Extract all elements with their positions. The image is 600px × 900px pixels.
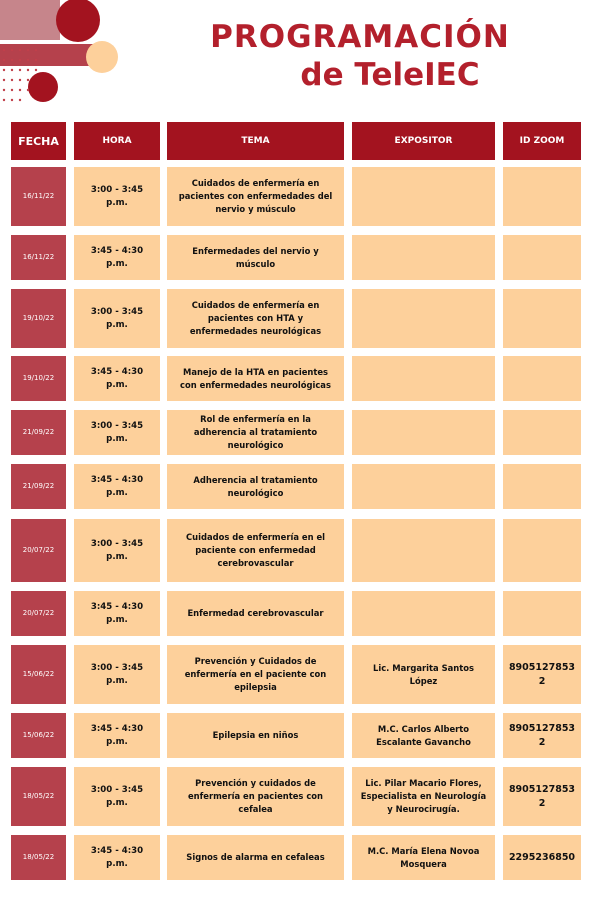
topic-cell: Cuidados de enfermería en pacientes con HTA y enfermedades neurológicas bbox=[167, 289, 344, 348]
date-cell: 18/05/22 bbox=[11, 835, 66, 880]
zoom-id-cell bbox=[503, 235, 581, 280]
speaker-cell bbox=[352, 410, 495, 455]
deco-red-circle-small bbox=[28, 72, 58, 102]
date-cell: 18/05/22 bbox=[11, 767, 66, 826]
time-cell: 3:45 - 4:30 p.m. bbox=[74, 835, 160, 880]
topic-cell: Manejo de la HTA en pacientes con enfermedades neurológicas bbox=[167, 356, 344, 401]
zoom-id-cell bbox=[503, 410, 581, 455]
topic-cell: Cuidados de enfermería en pacientes con enfermedades del nervio y músculo bbox=[167, 167, 344, 226]
header-expositor: EXPOSITOR bbox=[352, 122, 495, 160]
time-cell: 3:45 - 4:30 p.m. bbox=[74, 356, 160, 401]
time-cell: 3:00 - 3:45 p.m. bbox=[74, 289, 160, 348]
speaker-cell: Lic. Pilar Macario Flores, Especialista en Neurología y Neurocirugía. bbox=[352, 767, 495, 826]
time-cell: 3:00 - 3:45 p.m. bbox=[74, 645, 160, 704]
zoom-id-cell bbox=[503, 519, 581, 582]
zoom-id-cell bbox=[503, 591, 581, 636]
topic-cell: Enfermedades del nervio y músculo bbox=[167, 235, 344, 280]
speaker-cell bbox=[352, 289, 495, 348]
zoom-id-cell bbox=[503, 464, 581, 509]
speaker-cell bbox=[352, 235, 495, 280]
speaker-cell bbox=[352, 167, 495, 226]
zoom-id-cell: 2295236850 bbox=[503, 835, 581, 880]
topic-cell: Epilepsia en niños bbox=[167, 713, 344, 758]
time-cell: 3:45 - 4:30 p.m. bbox=[74, 713, 160, 758]
speaker-cell bbox=[352, 356, 495, 401]
date-cell: 15/06/22 bbox=[11, 645, 66, 704]
topic-cell: Enfermedad cerebrovascular bbox=[167, 591, 344, 636]
zoom-id-cell: 89051278532 bbox=[503, 645, 581, 704]
time-cell: 3:00 - 3:45 p.m. bbox=[74, 767, 160, 826]
header-hora: HORA bbox=[74, 122, 160, 160]
deco-peach-circle bbox=[86, 41, 118, 73]
header-fecha: FECHA bbox=[11, 122, 66, 160]
date-cell: 20/07/22 bbox=[11, 519, 66, 582]
zoom-id-cell: 89051278532 bbox=[503, 713, 581, 758]
time-cell: 3:00 - 3:45 p.m. bbox=[74, 167, 160, 226]
topic-cell: Signos de alarma en cefaleas bbox=[167, 835, 344, 880]
header-id-zoom: ID ZOOM bbox=[503, 122, 581, 160]
zoom-id-cell bbox=[503, 356, 581, 401]
speaker-cell: M.C. Carlos Alberto Escalante Gavancho bbox=[352, 713, 495, 758]
time-cell: 3:00 - 3:45 p.m. bbox=[74, 519, 160, 582]
speaker-cell bbox=[352, 591, 495, 636]
date-cell: 20/07/22 bbox=[11, 591, 66, 636]
date-cell: 19/10/22 bbox=[11, 289, 66, 348]
deco-pink-block bbox=[0, 0, 60, 40]
time-cell: 3:45 - 4:30 p.m. bbox=[74, 464, 160, 509]
zoom-id-cell bbox=[503, 167, 581, 226]
date-cell: 15/06/22 bbox=[11, 713, 66, 758]
date-cell: 21/09/22 bbox=[11, 464, 66, 509]
time-cell: 3:00 - 3:45 p.m. bbox=[74, 410, 160, 455]
title-line-2: de TeleIEC bbox=[300, 57, 480, 93]
topic-cell: Prevención y Cuidados de enfermería en el paciente con epilepsia bbox=[167, 645, 344, 704]
decorative-circles bbox=[0, 0, 130, 110]
topic-cell: Adherencia al tratamiento neurológico bbox=[167, 464, 344, 509]
topic-cell: Rol de enfermería en la adherencia al tratamiento neurológico bbox=[167, 410, 344, 455]
date-cell: 16/11/22 bbox=[11, 167, 66, 226]
time-cell: 3:45 - 4:30 p.m. bbox=[74, 235, 160, 280]
deco-red-circle-large bbox=[56, 0, 100, 42]
date-cell: 19/10/22 bbox=[11, 356, 66, 401]
zoom-id-cell bbox=[503, 289, 581, 348]
speaker-cell: Lic. Margarita Santos López bbox=[352, 645, 495, 704]
speaker-cell bbox=[352, 464, 495, 509]
speaker-cell bbox=[352, 519, 495, 582]
time-cell: 3:45 - 4:30 p.m. bbox=[74, 591, 160, 636]
date-cell: 16/11/22 bbox=[11, 235, 66, 280]
page-title bbox=[160, 18, 560, 94]
date-cell: 21/09/22 bbox=[11, 410, 66, 455]
title-line-1: PROGRAMACIÓN bbox=[210, 19, 510, 55]
topic-cell: Prevención y cuidados de enfermería en pacientes con cefalea bbox=[167, 767, 344, 826]
zoom-id-cell: 89051278532 bbox=[503, 767, 581, 826]
deco-red-bar bbox=[0, 44, 100, 66]
topic-cell: Cuidados de enfermería en el paciente con enfermedad cerebrovascular bbox=[167, 519, 344, 582]
header-tema: TEMA bbox=[167, 122, 344, 160]
speaker-cell: M.C. María Elena Novoa Mosquera bbox=[352, 835, 495, 880]
